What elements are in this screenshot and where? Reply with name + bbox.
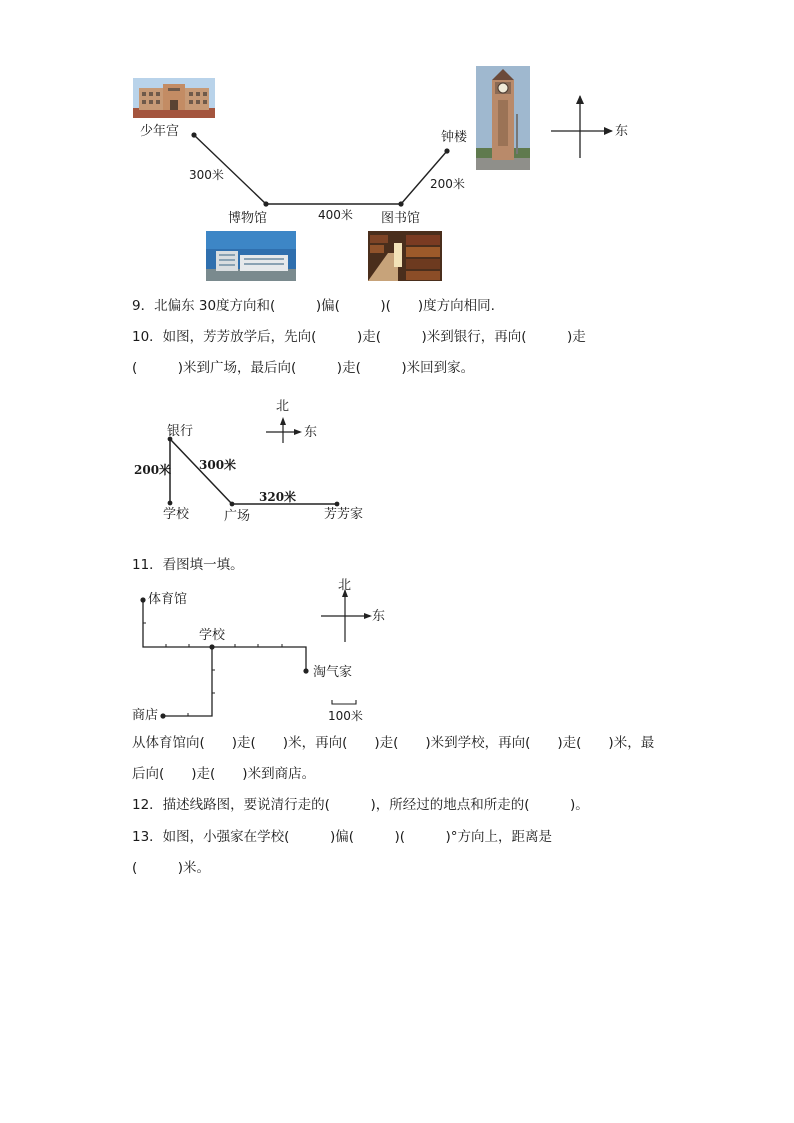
north-label-q11: 北 [338, 578, 352, 593]
question-11-line-2: 后向( )走( )米到商店。 [132, 766, 316, 782]
distance-300: 300米 [189, 168, 224, 182]
distance-300-q10: 300米 [199, 458, 237, 472]
question-9: 9．北偏东 30度方向和( )偏( )( )度方向相同. [132, 298, 495, 314]
question-13-line-1: 13．如图，小强家在学校( )偏( )( )°方向上，距离是 [132, 829, 553, 845]
question-13-line-2: ( )米。 [132, 860, 211, 876]
east-label-q11: 东 [372, 609, 386, 624]
route-lines [0, 0, 794, 300]
fangfang-home-label: 芳芳家 [324, 507, 364, 522]
square-label: 广场 [224, 509, 251, 524]
gym-label: 体育馆 [148, 592, 188, 607]
distance-400: 400米 [318, 208, 353, 222]
question-11-line-1: 从体育馆向( )走( )米，再向( )走( )米到学校，再向( )走( )米，最 [132, 735, 655, 751]
question-10-line-1: 10．如图，芳芳放学后，先向( )走( )米到银行，再向( )走 [132, 329, 586, 345]
youth-palace-label: 少年宫 [140, 124, 180, 139]
distance-320-q10: 320米 [259, 490, 297, 504]
school-label-q11: 学校 [199, 628, 226, 643]
east-label-q10: 东 [304, 425, 318, 440]
scale-label: 100米 [328, 709, 363, 723]
school-label-q10: 学校 [163, 507, 190, 522]
question-10-line-2: ( )米到广场，最后向( )走( )米回到家。 [132, 360, 475, 376]
shop-label: 商店 [132, 708, 159, 723]
question-11-title: 11．看图填一填。 [132, 557, 244, 573]
library-label: 图书馆 [381, 211, 421, 226]
bank-label: 银行 [167, 424, 194, 439]
distance-200-q10: 200米 [134, 463, 172, 477]
museum-label: 博物馆 [228, 211, 268, 226]
fangfang-route-lines [0, 395, 794, 535]
taoqi-home-label: 淘气家 [313, 665, 353, 680]
taoqi-route-lines [0, 578, 794, 728]
east-label: 东 [615, 124, 629, 139]
clock-tower-label: 钟楼 [441, 130, 468, 145]
distance-200: 200米 [430, 177, 465, 191]
question-12: 12．描述线路图，要说清行走的( )，所经过的地点和所走的( )。 [132, 797, 589, 813]
north-label-q10: 北 [276, 399, 290, 414]
